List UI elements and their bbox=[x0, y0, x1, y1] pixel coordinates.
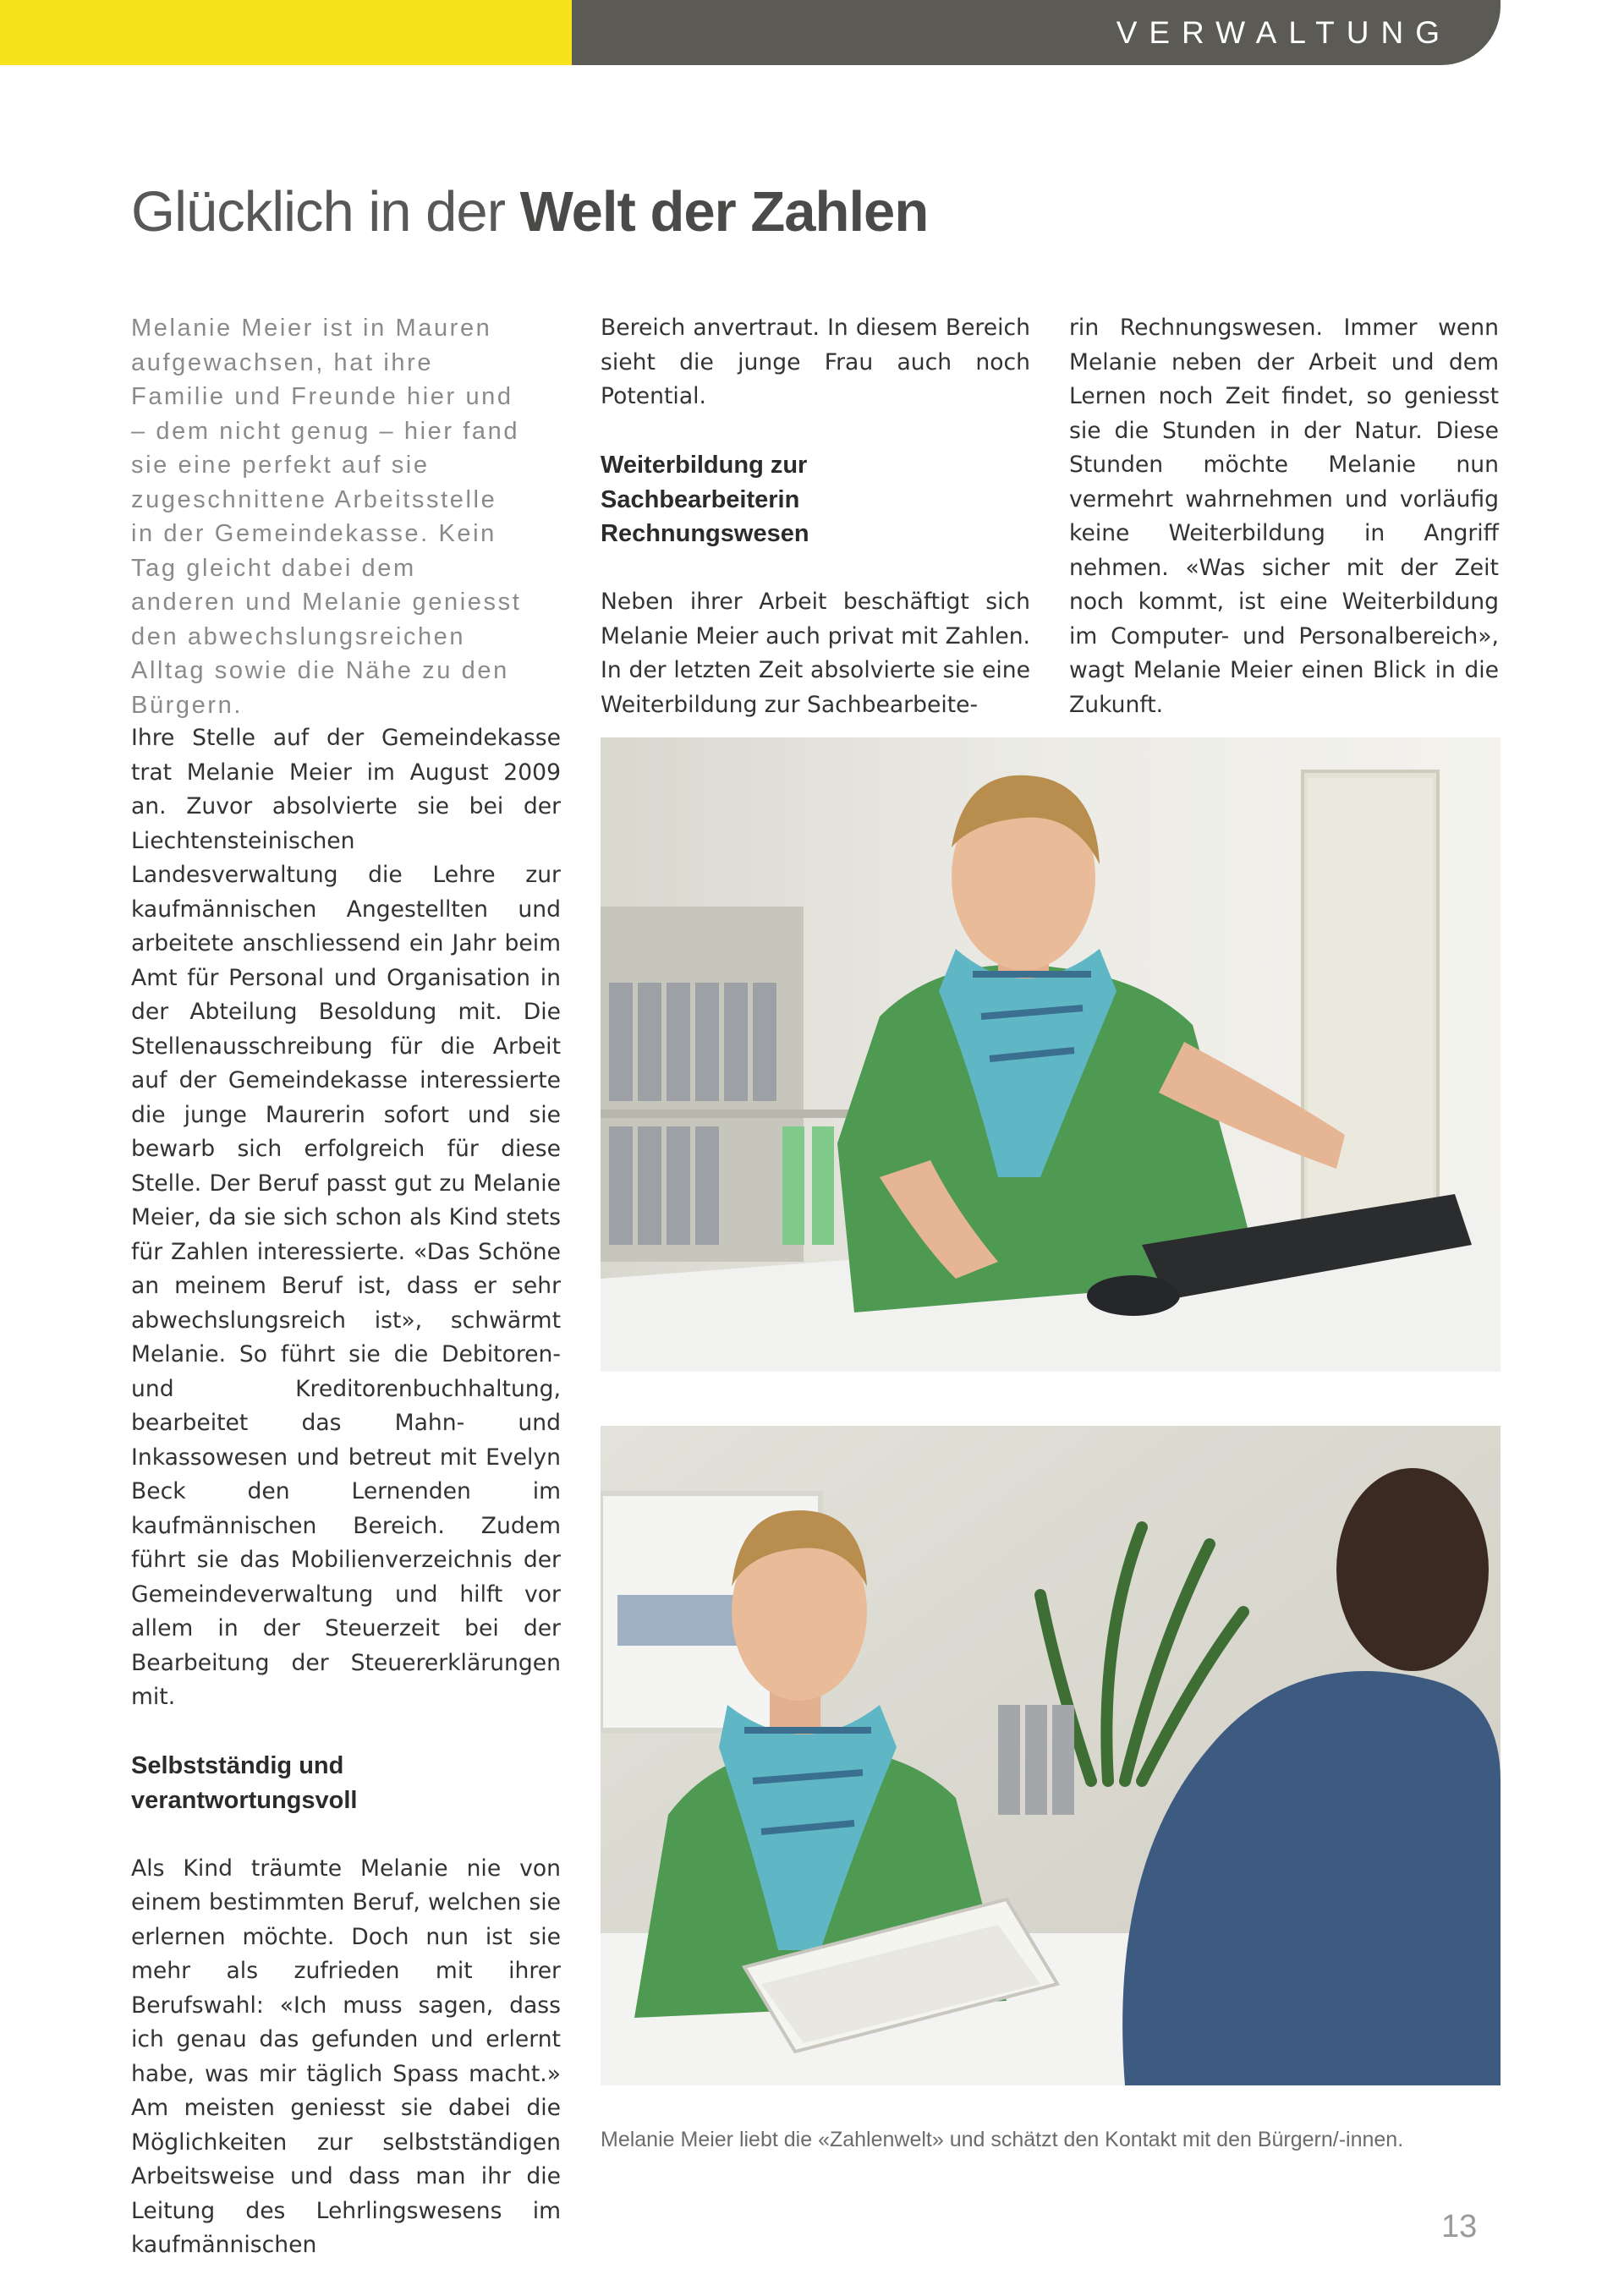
page-number: 13 bbox=[1441, 2209, 1478, 2244]
text-column-1 bbox=[131, 721, 561, 2263]
title-bold: Welt der Zahlen bbox=[519, 180, 929, 244]
body-paragraph: Ihre Stelle auf der Gemeindekasse trat Melanie Meier im August 2009 an. Zuvor absolvierte sie bei der Liechtensteinischen Landesverwaltung die Lehre zur kaufmännischen Angestellten und arbeitete anschliessend ein Jahr beim Amt für Personal und Organisation in der Abteilung Besoldung mit. Die Stellenausschreibung für die Arbeit auf der Gemeindekasse interessierte die junge Maurerin sofort und sie bewarb sich erfolgreich für diese Stelle. Der Beruf passt gut zu Melanie Meier, da sie sich schon als Kind stets für Zahlen interessierte. «Das Schöne an meinem Beruf ist, dass er sehr abwechslungsreich ist», schwärmt Melanie. So führt sie die Debitoren- und Kreditorenbuchhaltung, bearbeitet das Mahn- und Inkassowesen und betreut mit Evelyn Beck den Lernenden im kaufmännischen Bereich. Zudem führt sie das Mobilienverzeichnis der Gemeindeverwaltung und hilft vor allem in der Steuerzeit bei der Bearbeitung der Steuererklärungen mit. bbox=[131, 725, 561, 1710]
lead-paragraph: Melanie Meier ist in Mauren aufgewachsen, hat ihre Familie und Freunde hier und – dem nicht genug – hier fand sie eine perfekt auf sie zugeschnittene Arbeitsstelle in der Gemeindekasse. Kein Tag gleicht dabei dem anderen und Melanie geniesst den abwechslungsreichen Alltag sowie die Nähe zu den Bürgern. bbox=[131, 315, 522, 719]
subheading: Selbstständig und verantwortungsvoll bbox=[131, 1752, 358, 1814]
header-section-bar bbox=[572, 0, 1501, 65]
subheading: Weiterbildung zur Sachbearbeiterin Rechnungswesen bbox=[601, 452, 809, 547]
section-label: VERWALTUNG bbox=[1116, 15, 1451, 50]
header-accent-bar bbox=[0, 0, 572, 65]
body-paragraph: Bereich anvertraut. In diesem Bereich sieht die junge Frau auch noch Potential. bbox=[601, 315, 1030, 409]
photo-woman-with-documents bbox=[601, 1426, 1501, 2085]
body-paragraph: Als Kind träumte Melanie nie von einem bestimmten Beruf, welchen sie erlernen möchte. Doch nun ist sie mehr als zufrieden mit ihrer Berufswahl: «Ich muss sagen, dass ich genau das gefunden und erlernt habe, was mir täglich Spass macht.» Am meisten geniesst sie dabei die Möglichkeiten zur selbstständigen Arbeitsweise und dass man ihr die Leitung des Lehrlingswesens im kaufmännischen bbox=[131, 1855, 561, 2258]
text-column-3 bbox=[1069, 311, 1499, 722]
body-paragraph: rin Rechnungswesen. Immer wenn Melanie neben der Arbeit und dem Lernen noch Zeit findet, so geniesst sie die Stunden in der Natur. Diese Stunden möchte Melanie nun vermehrt wahrnehmen und vorläufig keine Weiterbildung in Angriff nehmen. «Was sicher mit der Zeit noch kommt, ist eine Weiterbildung im Computer- und Personalbereich», wagt Melanie Meier einen Blick in die Zukunft. bbox=[1069, 315, 1499, 718]
photo-caption: Melanie Meier liebt die «Zahlenwelt» und schätzt den Kontakt mit den Bürgern/-innen. bbox=[601, 2128, 1404, 2151]
title-light: Glücklich in der bbox=[131, 180, 520, 244]
article-title bbox=[131, 179, 928, 244]
text-column-2 bbox=[601, 311, 1030, 722]
body-paragraph: Neben ihrer Arbeit beschäftigt sich Melanie Meier auch privat mit Zahlen. In der letzten Zeit absolvierte sie eine Weiterbildung zur Sachbearbeite- bbox=[601, 589, 1030, 718]
photo-woman-at-computer bbox=[601, 737, 1501, 1372]
